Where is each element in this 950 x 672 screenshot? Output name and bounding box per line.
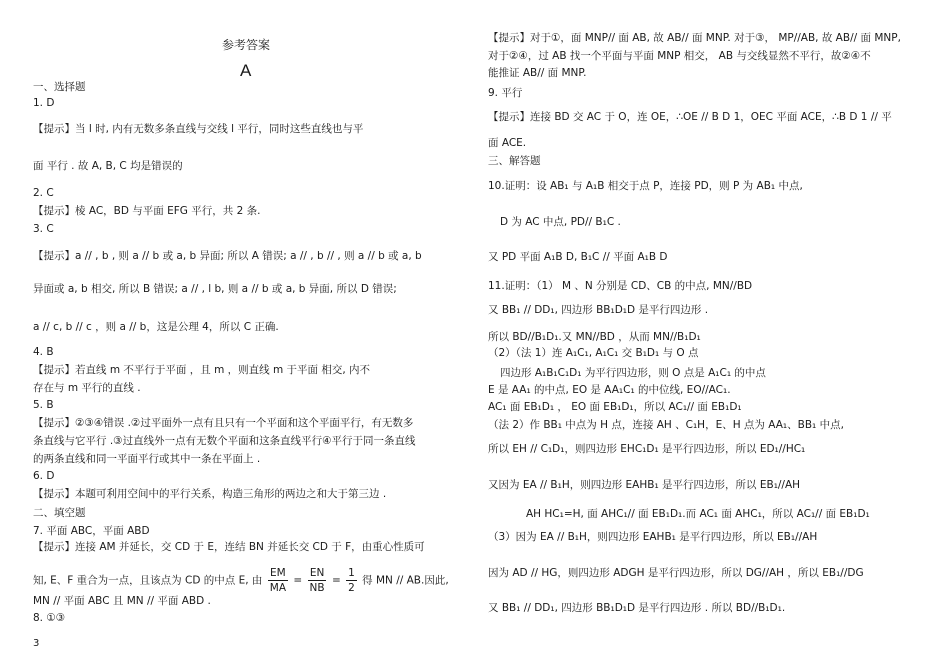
text-line: 因为 AD // HG，则四边形 ADGH 是平行四边形，所以 DG//AH ，所以 EB₁//DG bbox=[488, 567, 864, 579]
fraction-numerator: 1 bbox=[348, 567, 355, 579]
text-line: 4. B bbox=[33, 346, 54, 358]
text-line: 1. D bbox=[33, 97, 55, 109]
text-line: 【提示】当 l 时, 内有无数多条直线与交线 l 平行，同时这些直线也与平 bbox=[33, 123, 364, 135]
text-line: 【提示】连接 BD 交 AC 于 O，连 OE，∴OE // B D 1，OEC 平面 ACE，∴B D 1 // 平 bbox=[488, 111, 892, 123]
fraction-line-suffix: 得 MN // AB.因此, bbox=[362, 574, 449, 587]
text-line: E 是 AA₁ 的中点, EO 是 AA₁C₁ 的中位线, EO//AC₁. bbox=[488, 384, 731, 396]
fraction-line bbox=[33, 566, 449, 595]
text-line: 【提示】连接 AM 并延长，交 CD 于 E，连结 BN 并延长交 CD 于 F，由重心性质可 bbox=[33, 541, 425, 553]
equals-sign: = bbox=[293, 574, 303, 587]
fraction-numerator: EM bbox=[270, 567, 286, 579]
text-line: 又因为 EA // B₁H，则四边形 EAHB₁ 是平行四边形，所以 EB₁//AH bbox=[488, 479, 801, 491]
text-line: AH HC₁=H, 面 AHC₁// 面 EB₁D₁.而 AC₁ 面 AHC₁，所以 AC₁// 面 EB₁D₁ bbox=[526, 508, 870, 520]
text-line: 异面或 a, b 相交, 所以 B 错误; a // , l b, 则 a // b 或 a, b 异面, 所以 D 错误; bbox=[33, 283, 397, 295]
text-line: 四边形 A₁B₁C₁D₁ 为平行四边形，则 O 点是 A₁C₁ 的中点 bbox=[500, 367, 766, 379]
text-line: 8. ①③ bbox=[33, 612, 66, 624]
fraction-denominator: NB bbox=[309, 582, 325, 594]
fraction-en-nb bbox=[308, 566, 327, 595]
text-line: 又 BB₁ // DD₁, 四边形 BB₁D₁D 是平行四边形 . bbox=[488, 304, 709, 316]
text-line: 三、解答题 bbox=[488, 155, 541, 167]
text-line: 又 BB₁ // DD₁, 四边形 BB₁D₁D 是平行四边形 . 所以 BD//B₁D₁. bbox=[488, 602, 786, 614]
text-line: 所以 EH // C₁D₁，则四边形 EHC₁D₁ 是平行四边形，所以 ED₁//HC₁ bbox=[488, 443, 806, 455]
text-line: 5. B bbox=[33, 399, 54, 411]
paper-version-letter: A bbox=[240, 61, 252, 80]
page-title: 参考答案 bbox=[222, 38, 271, 52]
text-line: 3. C bbox=[33, 223, 54, 235]
text-line: 【提示】a // , b , 则 a // b 或 a, b 异面; 所以 A 错误; a // , b // , 则 a // b 或 a, b bbox=[33, 250, 422, 262]
text-line: 对于②④，过 AB 找一个平面与平面 MNP 相交， AB 与交线显然不平行，故②④不 bbox=[488, 50, 871, 62]
text-line: 面 平行 . 故 A, B, C 均是错误的 bbox=[33, 160, 183, 172]
fraction-denominator: MA bbox=[269, 582, 287, 594]
text-line: 条直线与它平行 .③过直线外一点有无数个平面和这条直线平行④平行于同一条直线 bbox=[33, 435, 416, 447]
text-line: 二、填空题 bbox=[33, 507, 86, 519]
fraction-line-prefix: 知, E、F 重合为一点，且该点为 CD 的中点 E, 由 bbox=[33, 574, 263, 587]
page-number: 3 bbox=[33, 638, 40, 649]
text-line: 10.证明：设 AB₁ 与 A₁B 相交于点 P，连接 PD，则 P 为 AB₁ 中点, bbox=[488, 180, 803, 192]
text-line: D 为 AC 中点, PD// B₁C . bbox=[500, 216, 621, 228]
text-line: AC₁ 面 EB₁D₁ ， EO 面 EB₁D₁，所以 AC₁// 面 EB₁D₁ bbox=[488, 401, 742, 413]
fraction-one-half bbox=[346, 566, 357, 595]
fraction-em-ma bbox=[268, 566, 288, 595]
fraction-denominator: 2 bbox=[348, 582, 355, 594]
text-line: 存在与 m 平行的直线 . bbox=[33, 382, 141, 394]
text-line: 的两条直线和同一平面平行或其中一条在平面上 . bbox=[33, 453, 261, 465]
text-line: 11.证明：（1） M 、N 分别是 CD、CB 的中点, MN//BD bbox=[488, 280, 753, 292]
equals-sign: = bbox=[331, 574, 341, 587]
text-line: （法 2）作 BB₁ 中点为 H 点，连接 AH 、C₁H，E、H 点为 AA₁、BB₁ 中点, bbox=[488, 419, 844, 431]
text-line: 所以 BD//B₁D₁.又 MN//BD ，从而 MN//B₁D₁ bbox=[488, 331, 701, 343]
fraction-numerator: EN bbox=[309, 567, 325, 579]
text-line: 【提示】棱 AC，BD 与平面 EFG 平行，共 2 条. bbox=[33, 205, 261, 217]
text-line: 能推证 AB// 面 MNP. bbox=[488, 67, 587, 79]
text-line: 【提示】②③④错误 .②过平面外一点有且只有一个平面和这个平面平行，有无数多 bbox=[33, 417, 414, 429]
text-line: 【提示】对于①，面 MNP// 面 AB, 故 AB// 面 MNP. 对于③， MP//AB, 故 AB// 面 MNP, bbox=[488, 32, 901, 44]
text-line: 【提示】若直线 m 不平行于平面 ，且 m ，则直线 m 于平面 相交, 内不 bbox=[33, 364, 371, 376]
text-line: （2）（法 1）连 A₁C₁, A₁C₁ 交 B₁D₁ 与 O 点 bbox=[488, 347, 699, 359]
text-line: a // c, b // c ，则 a // b，这是公理 4，所以 C 正确. bbox=[33, 321, 279, 333]
text-line: MN // 平面 ABC 且 MN // 平面 ABD . bbox=[33, 595, 211, 607]
text-line: 2. C bbox=[33, 187, 54, 199]
text-line: 6. D bbox=[33, 470, 55, 482]
text-line: 9. 平行 bbox=[488, 87, 523, 99]
text-line: （3）因为 EA // B₁H，则四边形 EAHB₁ 是平行四边形，所以 EB₁//AH bbox=[488, 531, 818, 543]
text-line: 【提示】本题可利用空间中的平行关系，构造三角形的两边之和大于第三边 . bbox=[33, 488, 387, 500]
text-line: 又 PD 平面 A₁B D, B₁C // 平面 A₁B D bbox=[488, 251, 668, 263]
text-line: 7. 平面 ABC，平面 ABD bbox=[33, 525, 150, 537]
text-line: 面 ACE. bbox=[488, 137, 527, 149]
text-line: 一、选择题 bbox=[33, 81, 86, 93]
